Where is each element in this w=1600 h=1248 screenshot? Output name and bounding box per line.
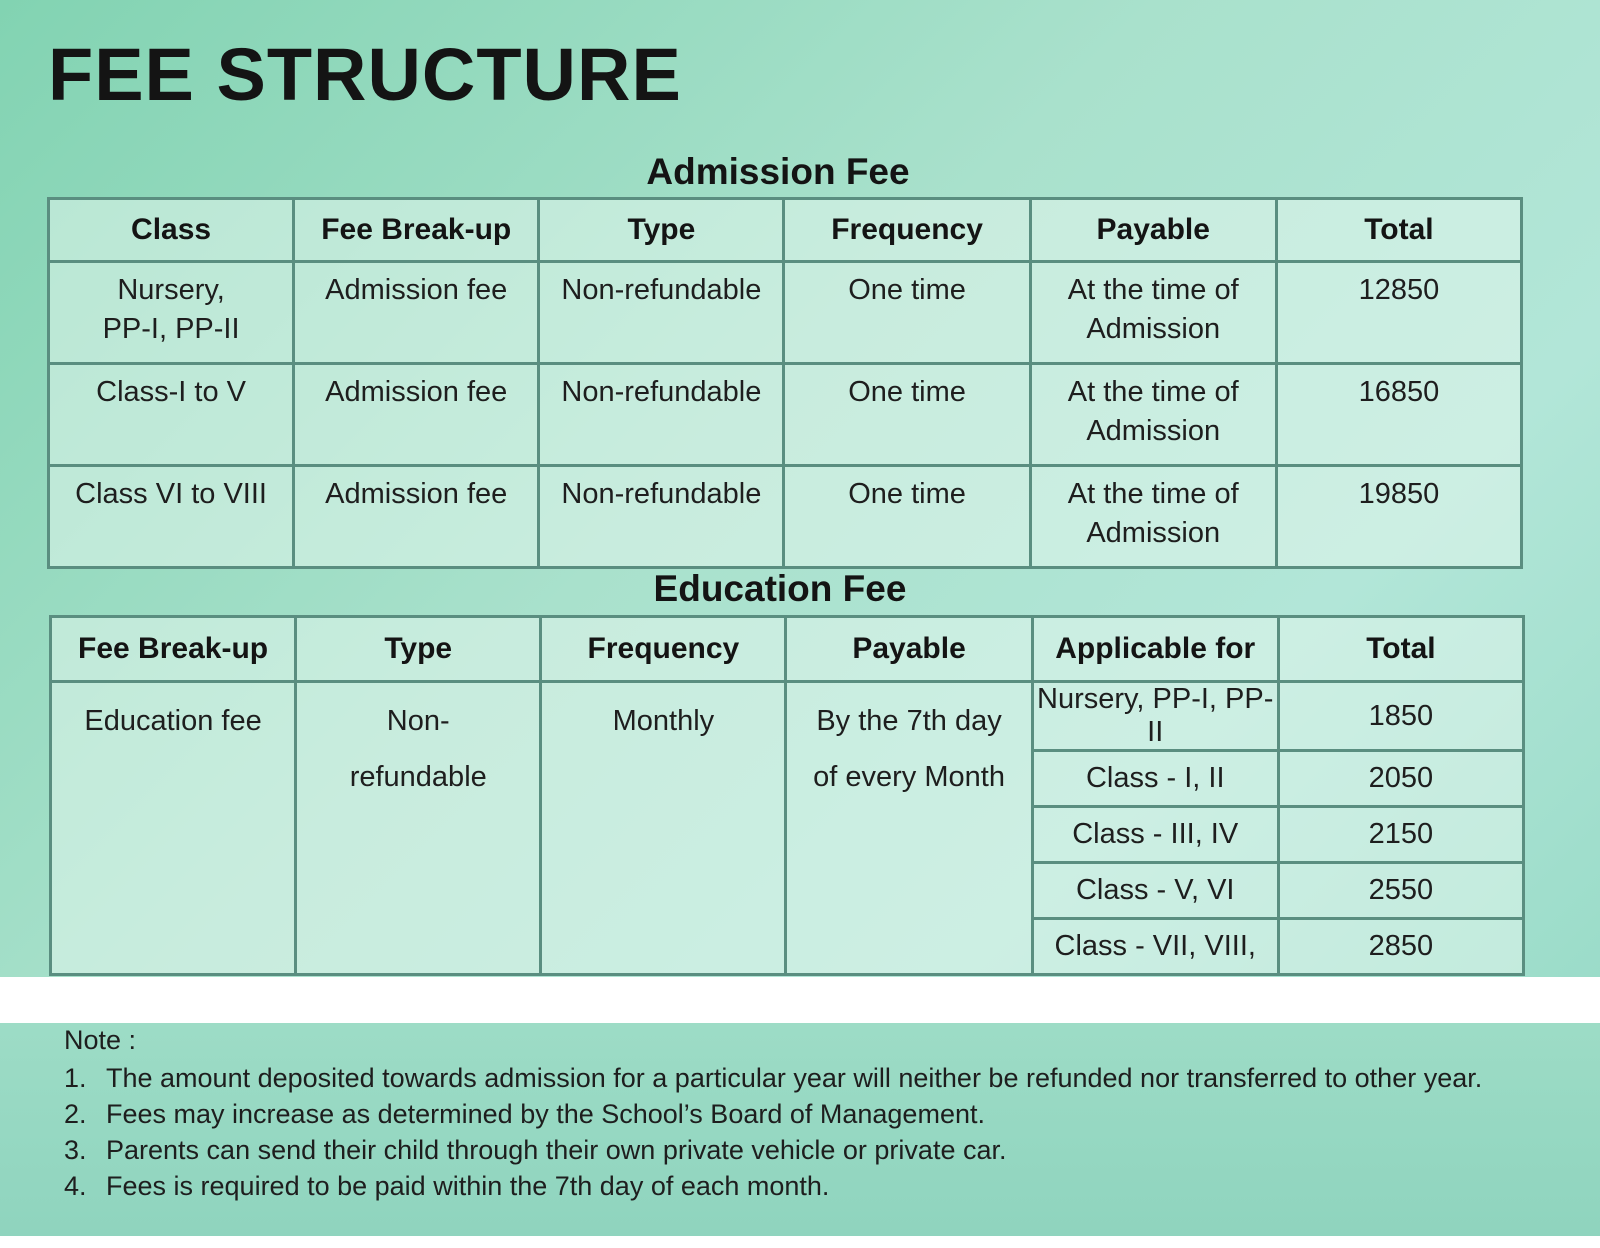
fee-break-up-cell: Admission fee [294, 364, 539, 466]
column-header-frequency: Frequency [541, 617, 786, 682]
column-header-applicable-for: Applicable for [1032, 617, 1278, 682]
table-header-row [51, 617, 1524, 682]
fee-break-up-cell: Admission fee [294, 262, 539, 364]
class-cell: Class VI to VIII [49, 466, 294, 568]
note-text: The amount deposited towards admission for a particular year will neither be refunded nor transferred to other year. [106, 1063, 1483, 1093]
class-cell: Nursery, PP-I, PP-II [49, 262, 294, 364]
list-item [64, 1096, 1564, 1132]
frequency-cell: Monthly [541, 682, 786, 975]
applicable-for-cell: Class - III, IV [1032, 807, 1278, 863]
total-cell: 2150 [1278, 807, 1523, 863]
total-cell: 2850 [1278, 919, 1523, 975]
applicable-for-cell: Nursery, PP-I, PP-II [1032, 682, 1278, 751]
type-cell: Non-refundable [539, 262, 784, 364]
total-cell: 12850 [1276, 262, 1521, 364]
page-title: FEE STRUCTURE [48, 33, 682, 116]
column-header-type: Type [539, 199, 784, 262]
table-row [49, 466, 1522, 568]
list-item [64, 1132, 1564, 1168]
total-cell: 16850 [1276, 364, 1521, 466]
payable-cell: At the time of Admission [1030, 466, 1276, 568]
note-text: Fees may increase as determined by the School’s Board of Management. [106, 1099, 985, 1129]
applicable-for-cell: Class - VII, VIII, [1032, 919, 1278, 975]
note-number: 4. [64, 1171, 87, 1201]
fee-break-up-cell: Admission fee [294, 466, 539, 568]
column-header-frequency: Frequency [784, 199, 1030, 262]
column-header-class: Class [49, 199, 294, 262]
payable-cell: At the time of Admission [1030, 364, 1276, 466]
note-text: Parents can send their child through their own private vehicle or private car. [106, 1135, 1007, 1165]
column-header-fee-break-up: Fee Break-up [51, 617, 296, 682]
admission-fee-table [47, 197, 1523, 569]
column-header-fee-break-up: Fee Break-up [294, 199, 539, 262]
list-item [64, 1060, 1564, 1096]
table-row [51, 682, 1524, 751]
notes-section [64, 1022, 1564, 1204]
class-cell: Class-I to V [49, 364, 294, 466]
column-header-total: Total [1278, 617, 1523, 682]
table-row [49, 262, 1522, 364]
total-cell: 2050 [1278, 751, 1523, 807]
type-cell: Non- refundable [296, 682, 541, 975]
total-cell: 2550 [1278, 863, 1523, 919]
table-header-row [49, 199, 1522, 262]
total-cell: 1850 [1278, 682, 1523, 751]
list-item [64, 1168, 1564, 1204]
frequency-cell: One time [784, 364, 1030, 466]
notes-list [64, 1060, 1564, 1204]
education-fee-heading: Education Fee [653, 568, 907, 609]
type-cell: Non-refundable [539, 364, 784, 466]
frequency-cell: One time [784, 262, 1030, 364]
column-header-total: Total [1276, 199, 1521, 262]
applicable-for-cell: Class - I, II [1032, 751, 1278, 807]
education-fee-table [49, 615, 1525, 976]
column-header-type: Type [296, 617, 541, 682]
notes-label: Note : [64, 1025, 137, 1055]
total-cell: 19850 [1276, 466, 1521, 568]
payable-cell: By the 7th day of every Month [786, 682, 1032, 975]
note-number: 3. [64, 1135, 87, 1165]
frequency-cell: One time [784, 466, 1030, 568]
note-text: Fees is required to be paid within the 7th day of each month. [106, 1171, 830, 1201]
column-header-payable: Payable [1030, 199, 1276, 262]
note-number: 2. [64, 1099, 87, 1129]
type-cell: Non-refundable [539, 466, 784, 568]
admission-fee-heading: Admission Fee [646, 151, 910, 192]
column-header-payable: Payable [786, 617, 1032, 682]
note-number: 1. [64, 1063, 87, 1093]
payable-cell: At the time of Admission [1030, 262, 1276, 364]
applicable-for-cell: Class - V, VI [1032, 863, 1278, 919]
table-row [49, 364, 1522, 466]
fee-break-up-cell: Education fee [51, 682, 296, 975]
